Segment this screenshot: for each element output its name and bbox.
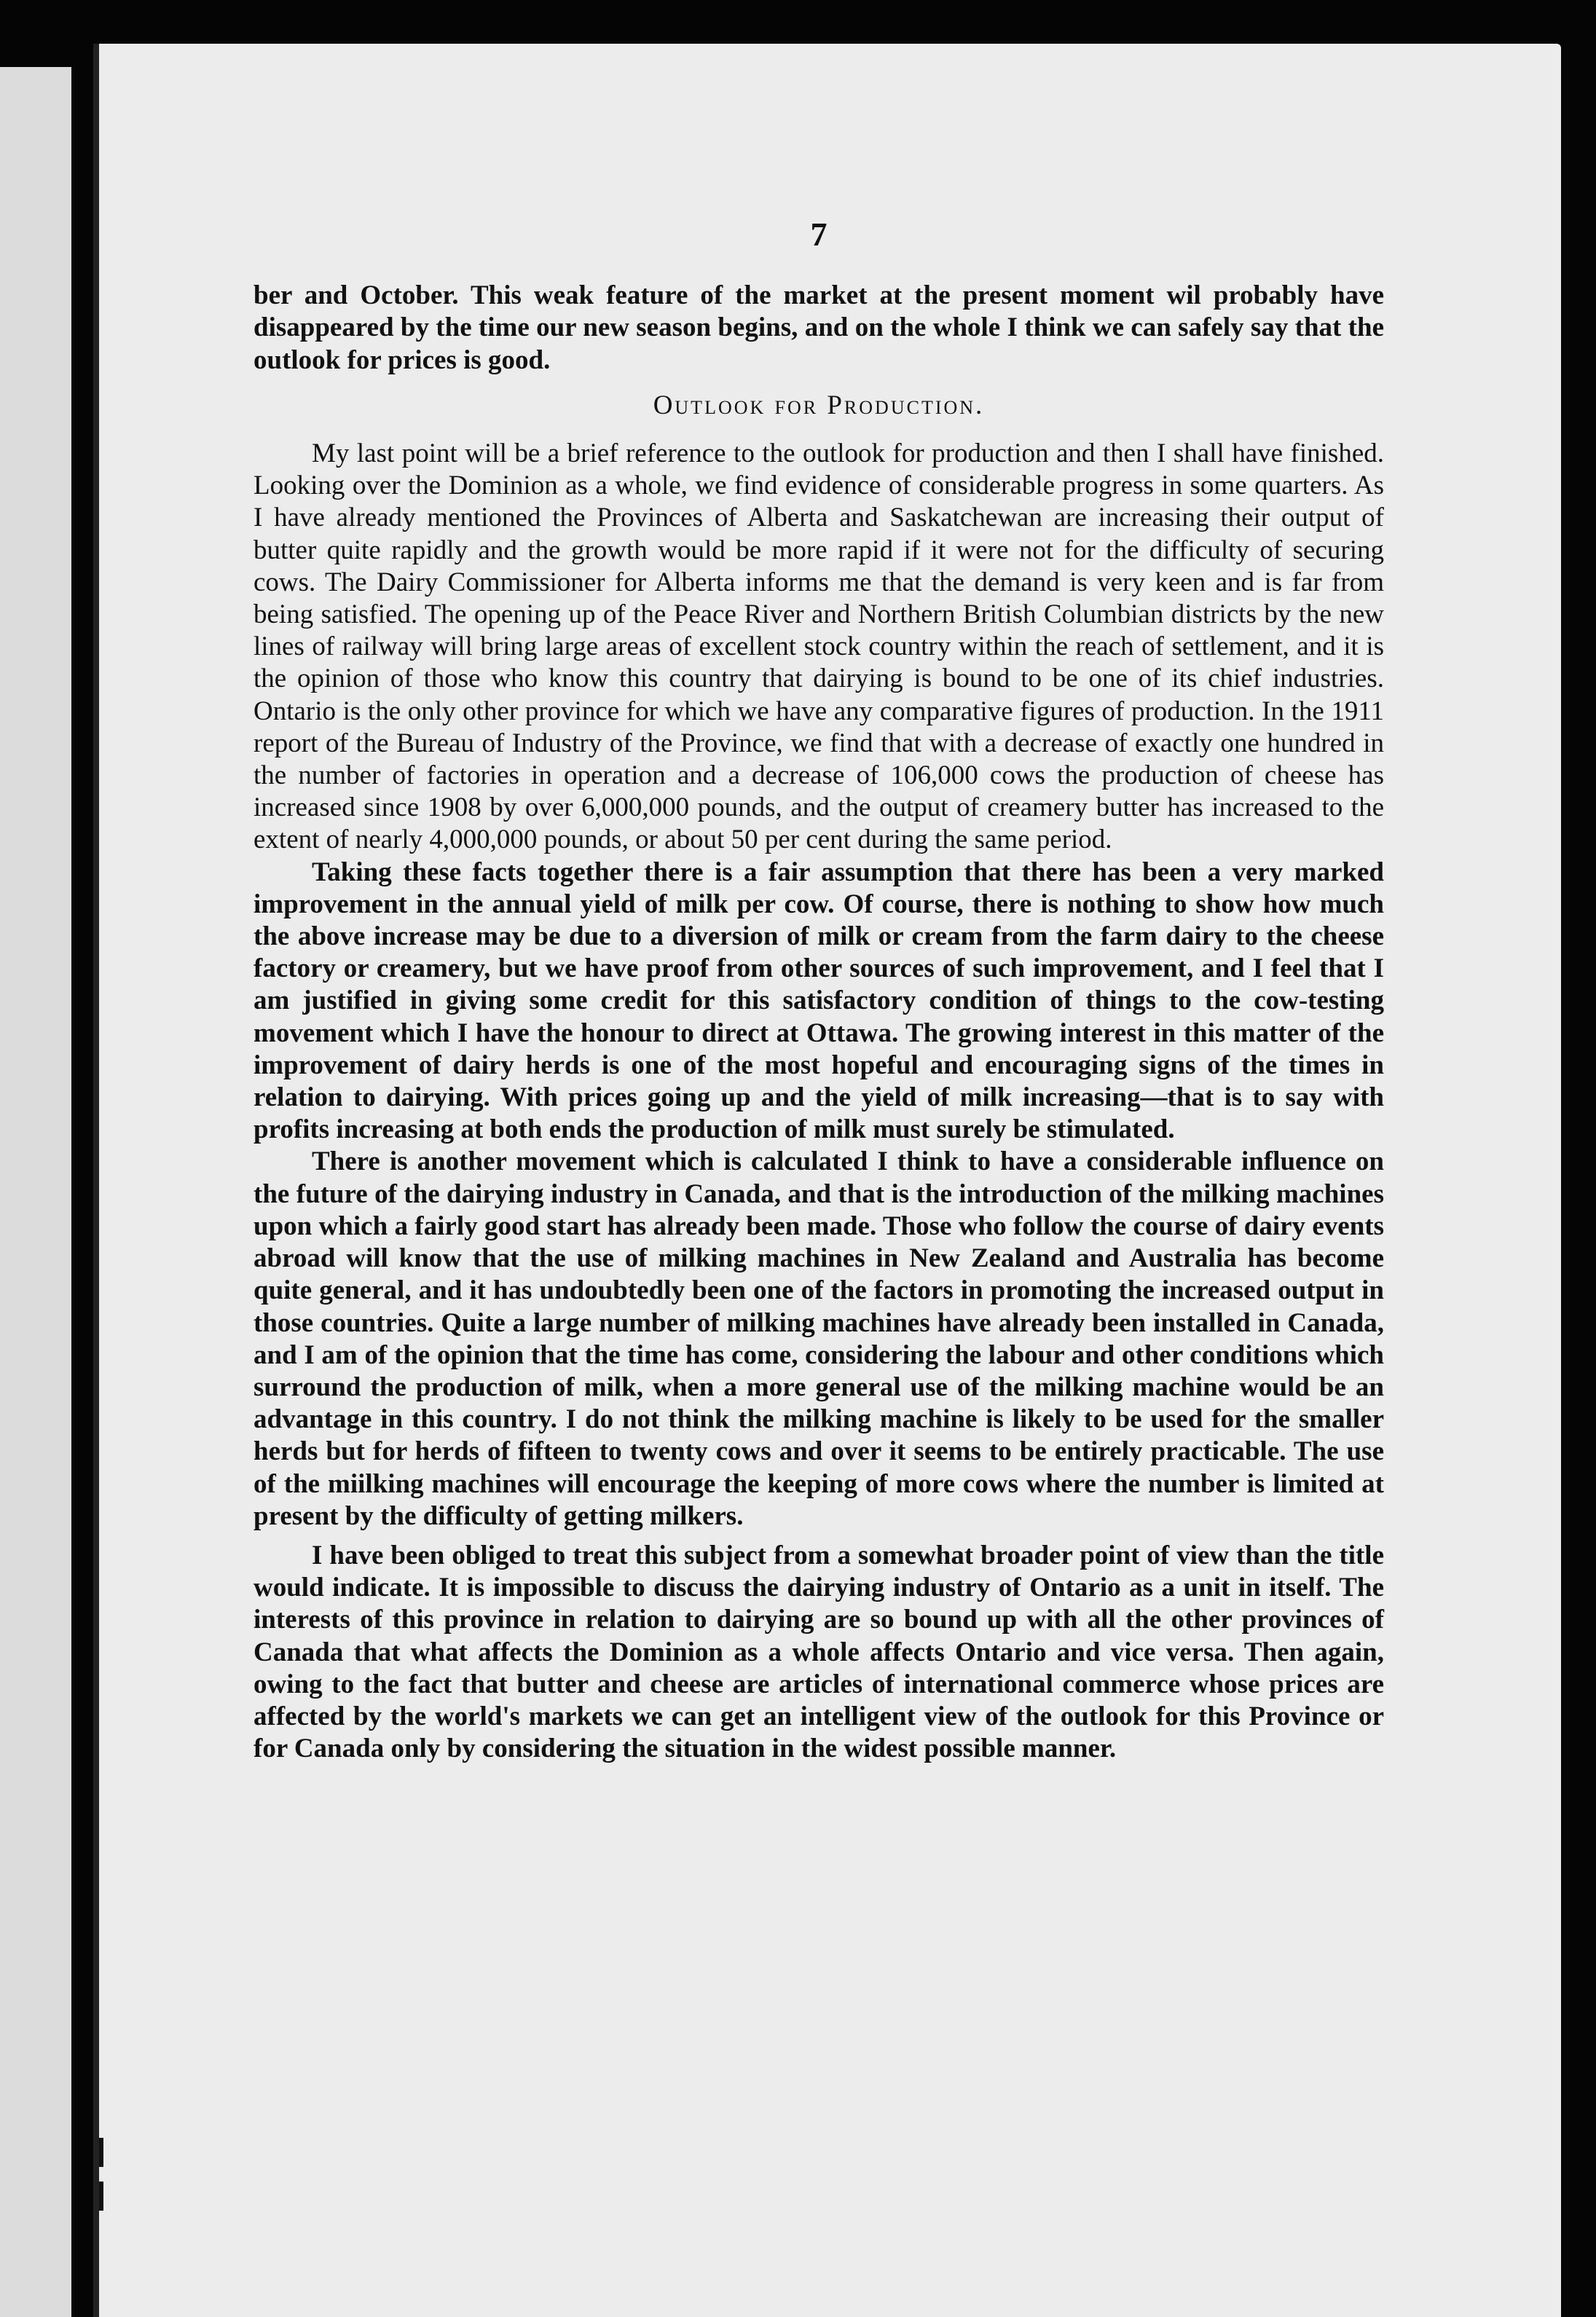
- facing-page-edge: [0, 67, 71, 2317]
- paragraph-continuation: ber and October. This weak feature of the market at the present moment wil probably have disappeared by the time our new season begins, and on the whole I think we can safely say that the outlook for prices is good.: [253, 280, 1384, 375]
- margin-mark: [99, 2182, 103, 2211]
- paragraph-milk-yield: Taking these facts together there is a fair assumption that there has been a very marked improvement in the annual yield of milk per cow. Of course, there is nothing to show how much the above increase may be due to a diversion of milk or cream from the farm dairy to the cheese factory or creamery, but we have proof from other sources of such improvement, and I feel that I am justified in giving some credit for this satisfactory condition of things to the cow-testing movement which I have the honour to direct at Ottawa. The growing interest in this matter of the improvement of dairy herds is one of the most hopeful and encouraging signs of the times in relation to dairying. With prices going up and the yield of milk increasing—that is to say with profits increasing at both ends the production of milk must surely be stimulated.: [253, 857, 1384, 1145]
- margin-mark: [99, 2138, 103, 2167]
- paragraph-outlook: My last point will be a brief reference to the outlook for production and then I shall have finished. Looking over the Dominion as a whole, we find evidence of considerable progress in some quarters. As I have already mentioned the Provinces of Alberta and Saskatchewan are increasing their output of butter quite rapidly and the growth would be more rapid if it were not for the difficulty of securing cows. The Dairy Commissioner for Alberta informs me that the demand is very keen and is far from being satisfied. The opening up of the Peace River and Northern British Columbian districts by the new lines of railway will bring large areas of excellent stock country within the reach of settlement, and it is the opinion of those who know this country that dairying is bound to be one of its chief industries. Ontario is the only other province for which we have any comparative figures of production. In the 1911 report of the Bureau of Industry of the Province, we find that with a decrease of exactly one hundred in the number of factories in operation and a decrease of 106,000 cows the production of cheese has increased since 1908 by over 6,000,000 pounds, and the output of creamery butter has increased to the extent of nearly 4,000,000 pounds, or about 50 per cent during the same period.: [253, 438, 1384, 855]
- page-binding-shadow: [93, 44, 99, 2317]
- paragraph-milking-machines: There is another movement which is calculated I think to have a considerable influence on the future of the dairying industry in Canada, and that is the introduction of the milking machines upon which a fairly good start has already been made. Those who follow the course of dairy events abroad will know that the use of milking machines in New Zealand and Australia has become quite general, and it has undoubtedly been one of the factors in promoting the increased output in those countries. Quite a large number of milking machines have already been installed in Canada, and I am of the opinion that the time has come, considering the labour and other conditions which surround the production of milk, when a more general use of the milking machine would be an advantage in this country. I do not think the milking machine is likely to be used for the smaller herds but for herds of fifteen to twenty cows and over it seems to be entirely practicable. The use of the miilking machines will encourage the keeping of more cows where the number is limited at present by the difficulty of getting milkers.: [253, 1146, 1384, 1531]
- section-heading: Outlook for Production.: [653, 390, 985, 420]
- paragraph-conclusion: I have been obliged to treat this subject from a somewhat broader point of view than the title would indicate. It is impossible to discuss the dairying industry of Ontario as a unit in itself. The interests of this province in relation to dairying are so bound up with all the other provinces of Canada that what affects the Dominion as a whole affects Ontario and vice versa. Then again, owing to the fact that butter and cheese are articles of international commerce whose prices are affected by the world's markets we can get an intelligent view of the outlook for this Province or for Canada only by considering the situation in the widest possible manner.: [253, 1540, 1384, 1764]
- page-text-column: [253, 216, 1384, 1765]
- page-number: 7: [810, 216, 828, 253]
